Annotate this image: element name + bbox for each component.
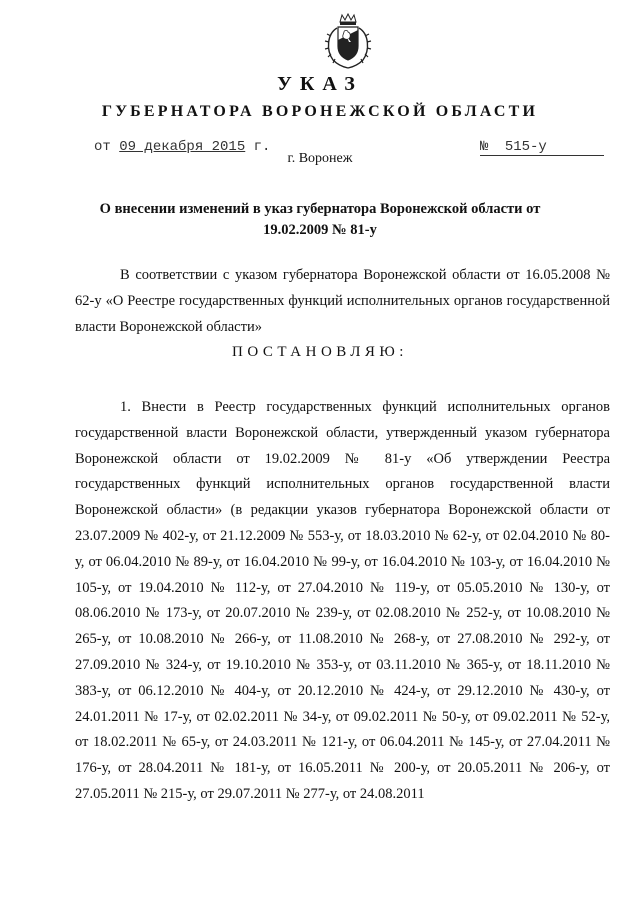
- decree-word: ПОСТАНОВЛЯЮ:: [232, 344, 408, 360]
- date-suffix: г.: [253, 139, 271, 155]
- city: г. Воронеж: [287, 151, 353, 166]
- number-value: 515-у: [504, 139, 547, 155]
- document-subtitle: ГУБЕРНАТОРА ВОРОНЕЖСКОЙ ОБЛАСТИ: [101, 103, 539, 120]
- item-1-paragraph: 1. Внести в Реестр государственных функций исполнительных органов государственной власти Воронежской области, утвержденный указом губернатора Воронежской области от 19.02.2009 № 81-у «Об утверждении Реестра государственных функций исполнительных органов государственной власти Воронежской области» (в редакции указов губернатора Воронежской области от 23.07.2009 № 402-у, от 21.12.2009 № 553-у, от 18.03.2010 № 62-у, от 02.04.2010 № 80-у, от 06.04.2010 № 89-у, от 16.04.2010 № 99-у, от 16.04.2010 № 103-у, от 16.04.2010 № 105-у, от 19.04.2010 № 112-у, от 27.04.2010 № 119-у, от 05.05.2010 № 130-у, от 08.06.2010 № 173-у, от 20.07.2010 № 239-у, от 02.08.2010 № 252-у, от 10.08.2010 № 265-у, от 10.08.2010 № 266-у, от 11.08.2010 № 268-у, от 27.08.2010 № 292-у, от 27.09.2010 № 324-у, от 19.10.2010 № 353-у, от 03.11.2010 № 365-у, от 18.11.2010 № 383-у, от 06.12.2010 № 404-у, от 20.12.2010 № 424-у, от 29.12.2010 № 430-у, от 24.01.2011 № 17-у, от 02.02.2011 № 34-у, от 09.02.2011 № 50-у, от 09.02.2011 № 52-у, от 18.02.2011 № 65-у, от 24.03.2011 № 121-у, от 06.04.2011 № 145-у, от 27.04.2011 № 176-у, от 28.04.2011 № 181-у, от 16.05.2011 № 200-у, от 20.05.2011 № 206-у, от 27.05.2011 № 215-у, от 29.07.2011 № 277-у, от 24.08.2011: [75, 399, 610, 802]
- date-prefix: от: [94, 139, 111, 155]
- preamble-paragraph: В соответствии с указом губернатора Воронежской области от 16.05.2008 № 62-у «О Реестре государственных функций исполнительных органов государственной власти Воронежской области»: [75, 267, 610, 335]
- document-title: УКАЗ: [277, 73, 363, 95]
- coat-of-arms-icon: [323, 12, 373, 70]
- date-value: 09 декабря 2015: [119, 139, 246, 155]
- number-prefix: №: [480, 139, 489, 155]
- document-heading: О внесении изменений в указ губернатора Воронежской области от 19.02.2009 № 81-у: [99, 201, 541, 238]
